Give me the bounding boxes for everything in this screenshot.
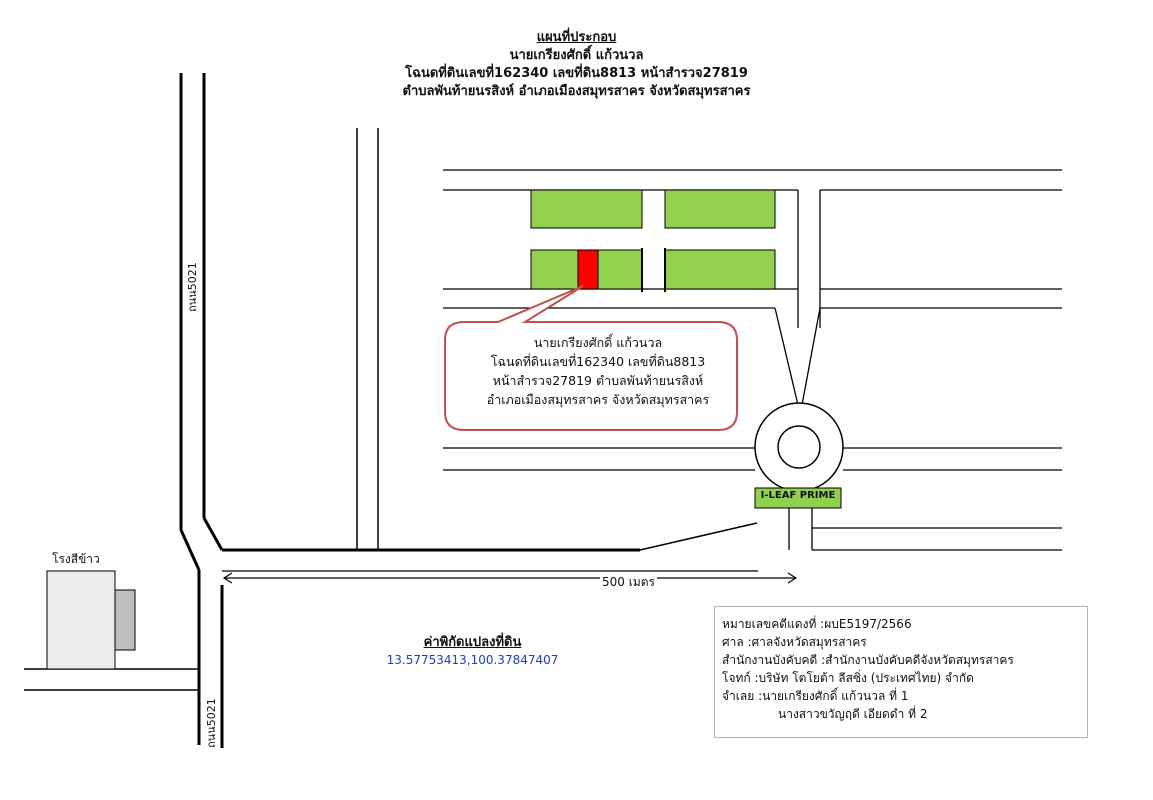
court-name: ศาล :ศาลจังหวัดสมุทรสาคร	[722, 635, 867, 649]
land-plots	[531, 190, 775, 292]
target-plot	[578, 250, 598, 289]
road-label-upper: ถนน5021	[186, 262, 199, 312]
ileaf-prime-label: I-LEAF PRIME	[760, 490, 836, 501]
case-info-box	[714, 606, 1088, 738]
distance-label: 500 เมตร	[600, 573, 657, 592]
defendant-1: จำเลย :นายเกรียงศักดิ์ แก้วนวล ที่ 1	[722, 689, 909, 703]
map-title: แผนที่ประกอบ	[536, 30, 617, 45]
callout-line: โฉนดที่ดินเลขที่162340 เลขที่ดิน8813	[490, 354, 706, 369]
road-5021	[181, 73, 222, 748]
deed-info: โฉนดที่ดินเลขที่162340 เลขที่ดิน8813 หน้าสำรวจ27819	[405, 66, 748, 81]
lower-west-road	[24, 669, 199, 690]
coordinates-title: ค่าพิกัดแปลงที่ดิน	[423, 635, 522, 650]
roundabout	[755, 403, 843, 491]
callout-line: อำเภอเมืองสมุทรสาคร จังหวัดสมุทรสาคร	[486, 392, 710, 407]
location-info: ตำบลพันท้ายนรสิงห์ อำเภอเมืองสมุทรสาคร จังหวัดสมุทรสาคร	[402, 84, 751, 99]
inner-vertical-road	[357, 128, 378, 550]
owner-name: นายเกรียงศักดิ์ แก้วนวล	[509, 48, 644, 63]
road-label-lower: ถนน5021	[205, 698, 218, 748]
rice-mill-label: โรงสีข้าว	[52, 552, 100, 566]
plaintiff: โจทก์ :บริษัท โตโยต้า ลีสซิ่ง (ประเทศไทย) จำกัด	[722, 671, 974, 685]
callout-line: นายเกรียงศักดิ์ แก้วนวล	[533, 335, 663, 350]
rice-mill-building	[47, 571, 135, 669]
callout-line: หน้าสำรวจ27819 ตำบลพันท้ายนรสิงห์	[492, 373, 704, 388]
enforcement-office: สำนักงานบังคับคดี :สำนักงานบังคับคดีจังหวัดสมุทรสาคร	[722, 653, 1014, 667]
main-east-road	[222, 523, 758, 571]
coordinates-value: 13.57753413,100.37847407	[386, 653, 559, 667]
callout-text	[448, 333, 748, 409]
case-number: หมายเลขคดีแดงที่ :ผบE5197/2566	[722, 617, 912, 631]
defendant-2: นางสาวขวัญฤดี เอียดดำ ที่ 2	[778, 707, 928, 721]
distance-arrow	[224, 573, 796, 583]
